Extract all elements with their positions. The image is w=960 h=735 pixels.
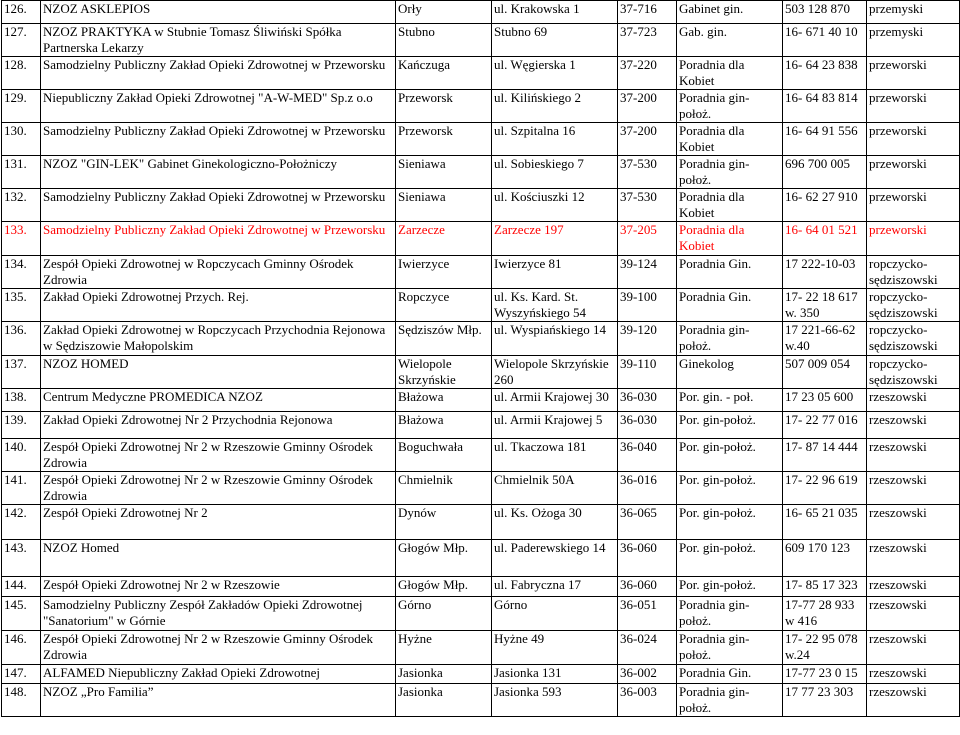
cell-clinic-type: Ginekolog [677,356,783,389]
cell-town: Iwierzyce [396,256,492,289]
cell-phone: 17 222-10-03 [783,256,867,289]
table-row [2,684,960,717]
cell-address: ul. Wyspiańskiego 14 [492,322,618,356]
cell-phone: 17- 22 95 078 w.24 [783,631,867,665]
table-row [2,389,960,412]
cell-clinic-type: Por. gin-położ. [677,540,783,577]
cell-row-number: 141. [2,472,41,505]
cell-facility-name: Samodzielny Publiczny Zespół Zakładów Opieki Zdrowotnej "Sanatorium" w Górnie [41,597,396,631]
cell-county: ropczycko- sędziszowski [867,322,960,356]
cell-county: rzeszowski [867,439,960,472]
clinics-table [1,0,960,717]
cell-town: Orły [396,1,492,24]
cell-phone: 17-77 28 933 w 416 [783,597,867,631]
cell-clinic-type: Por. gin-położ. [677,412,783,439]
cell-row-number: 147. [2,665,41,684]
cell-clinic-type: Poradnia gin- położ. [677,322,783,356]
cell-row-number: 135. [2,289,41,322]
cell-facility-name: Samodzielny Publiczny Zakład Opieki Zdrowotnej w Przeworsku [41,123,396,156]
cell-address: Jasionka 593 [492,684,618,717]
cell-town: Jasionka [396,684,492,717]
cell-phone: 507 009 054 [783,356,867,389]
cell-postal-code: 39-120 [618,322,677,356]
cell-phone: 17- 85 17 323 [783,577,867,597]
cell-county: rzeszowski [867,684,960,717]
cell-phone: 17- 22 18 617 w. 350 [783,289,867,322]
cell-row-number: 143. [2,540,41,577]
cell-facility-name: Centrum Medyczne PROMEDICA NZOZ [41,389,396,412]
cell-county: rzeszowski [867,412,960,439]
cell-row-number: 142. [2,505,41,540]
cell-postal-code: 37-716 [618,1,677,24]
cell-postal-code: 37-200 [618,90,677,123]
table-row [2,412,960,439]
clinics-table-body [2,1,960,717]
cell-clinic-type: Poradnia Gin. [677,665,783,684]
table-row [2,90,960,123]
table-row [2,256,960,289]
cell-address: ul. Ks. Kard. St. Wyszyńskiego 54 [492,289,618,322]
cell-facility-name: Niepubliczny Zakład Opieki Zdrowotnej "A-W-MED" Sp.z o.o [41,90,396,123]
table-row [2,631,960,665]
cell-phone: 17- 22 96 619 [783,472,867,505]
cell-town: Zarzecze [396,222,492,256]
cell-address: ul. Kościuszki 12 [492,189,618,222]
cell-town: Stubno [396,24,492,57]
cell-phone: 16- 64 01 521 [783,222,867,256]
cell-row-number: 136. [2,322,41,356]
cell-address: ul. Sobieskiego 7 [492,156,618,189]
cell-row-number: 126. [2,1,41,24]
cell-phone: 503 128 870 [783,1,867,24]
cell-phone: 17- 87 14 444 [783,439,867,472]
cell-clinic-type: Por. gin-położ. [677,577,783,597]
cell-row-number: 133. [2,222,41,256]
cell-address: ul. Paderewskiego 14 [492,540,618,577]
cell-town: Przeworsk [396,90,492,123]
table-row [2,189,960,222]
cell-town: Kańczuga [396,57,492,90]
cell-postal-code: 36-016 [618,472,677,505]
cell-clinic-type: Por. gin-położ. [677,505,783,540]
cell-county: rzeszowski [867,472,960,505]
cell-facility-name: Zespół Opieki Zdrowotnej Nr 2 w Rzeszowie Gminny Ośrodek Zdrowia [41,439,396,472]
cell-postal-code: 39-100 [618,289,677,322]
cell-clinic-type: Poradnia dla Kobiet [677,189,783,222]
cell-town: Boguchwała [396,439,492,472]
cell-county: ropczycko- sędziszowski [867,256,960,289]
cell-row-number: 134. [2,256,41,289]
cell-address: Hyżne 49 [492,631,618,665]
table-row [2,505,960,540]
cell-row-number: 138. [2,389,41,412]
cell-county: przeworski [867,156,960,189]
cell-row-number: 127. [2,24,41,57]
cell-clinic-type: Poradnia gin- położ. [677,597,783,631]
cell-town: Błażowa [396,389,492,412]
cell-address: ul. Krakowska 1 [492,1,618,24]
cell-address: Stubno 69 [492,24,618,57]
cell-postal-code: 37-530 [618,156,677,189]
cell-facility-name: Zakład Opieki Zdrowotnej w Ropczycach Przychodnia Rejonowa w Sędziszowie Małopolskim [41,322,396,356]
cell-phone: 696 700 005 [783,156,867,189]
cell-postal-code: 36-030 [618,389,677,412]
cell-town: Przeworsk [396,123,492,156]
cell-address: ul. Armii Krajowej 30 [492,389,618,412]
cell-town: Sędziszów Młp. [396,322,492,356]
cell-postal-code: 36-060 [618,540,677,577]
cell-town: Dynów [396,505,492,540]
cell-phone: 17 23 05 600 [783,389,867,412]
cell-postal-code: 36-002 [618,665,677,684]
cell-facility-name: Samodzielny Publiczny Zakład Opieki Zdrowotnej w Przeworsku [41,57,396,90]
cell-address: ul. Armii Krajowej 5 [492,412,618,439]
cell-postal-code: 39-124 [618,256,677,289]
cell-row-number: 140. [2,439,41,472]
cell-clinic-type: Por. gin-położ. [677,439,783,472]
cell-postal-code: 36-030 [618,412,677,439]
cell-row-number: 146. [2,631,41,665]
cell-town: Jasionka [396,665,492,684]
cell-clinic-type: Poradnia dla Kobiet [677,57,783,90]
cell-facility-name: Samodzielny Publiczny Zakład Opieki Zdrowotnej w Przeworsku [41,222,396,256]
cell-facility-name: NZOZ "GIN-LEK" Gabinet Ginekologiczno-Położniczy [41,156,396,189]
cell-address: Jasionka 131 [492,665,618,684]
cell-phone: 17- 22 77 016 [783,412,867,439]
cell-facility-name: NZOZ Homed [41,540,396,577]
cell-town: Chmielnik [396,472,492,505]
cell-phone: 16- 62 27 910 [783,189,867,222]
cell-phone: 17 77 23 303 [783,684,867,717]
cell-county: przeworski [867,57,960,90]
cell-row-number: 130. [2,123,41,156]
table-row [2,597,960,631]
cell-facility-name: NZOZ ASKLEPIOS [41,1,396,24]
cell-address: Iwierzyce 81 [492,256,618,289]
cell-clinic-type: Por. gin. - poł. [677,389,783,412]
cell-postal-code: 39-110 [618,356,677,389]
cell-facility-name: Zespół Opieki Zdrowotnej Nr 2 [41,505,396,540]
cell-facility-name: Zakład Opieki Zdrowotnej Nr 2 Przychodnia Rejonowa [41,412,396,439]
cell-phone: 16- 64 83 814 [783,90,867,123]
cell-postal-code: 37-530 [618,189,677,222]
cell-county: rzeszowski [867,540,960,577]
cell-postal-code: 36-060 [618,577,677,597]
table-row [2,57,960,90]
cell-clinic-type: Poradnia gin- położ. [677,684,783,717]
table-row [2,356,960,389]
cell-facility-name: NZOZ „Pro Familia” [41,684,396,717]
cell-county: przemyski [867,1,960,24]
cell-county: rzeszowski [867,577,960,597]
table-row [2,222,960,256]
cell-county: rzeszowski [867,505,960,540]
table-row [2,577,960,597]
cell-county: przeworski [867,123,960,156]
cell-row-number: 137. [2,356,41,389]
cell-county: rzeszowski [867,597,960,631]
cell-county: ropczycko- sędziszowski [867,356,960,389]
cell-phone: 17 221-66-62 w.40 [783,322,867,356]
cell-town: Hyżne [396,631,492,665]
cell-row-number: 129. [2,90,41,123]
cell-clinic-type: Por. gin-położ. [677,472,783,505]
cell-address: ul. Kilińskiego 2 [492,90,618,123]
cell-clinic-type: Poradnia gin- położ. [677,156,783,189]
cell-phone: 16- 64 23 838 [783,57,867,90]
cell-phone: 16- 64 91 556 [783,123,867,156]
cell-row-number: 128. [2,57,41,90]
cell-facility-name: Samodzielny Publiczny Zakład Opieki Zdrowotnej w Przeworsku [41,189,396,222]
cell-row-number: 131. [2,156,41,189]
cell-address: Chmielnik 50A [492,472,618,505]
cell-facility-name: NZOZ HOMED [41,356,396,389]
cell-clinic-type: Gabinet gin. [677,1,783,24]
cell-row-number: 132. [2,189,41,222]
cell-clinic-type: Poradnia dla Kobiet [677,222,783,256]
cell-address: ul. Węgierska 1 [492,57,618,90]
cell-clinic-type: Poradnia gin- położ. [677,631,783,665]
table-row [2,156,960,189]
cell-address: Zarzecze 197 [492,222,618,256]
cell-county: przeworski [867,189,960,222]
cell-address: ul. Szpitalna 16 [492,123,618,156]
cell-facility-name: Zespół Opieki Zdrowotnej w Ropczycach Gminny Ośrodek Zdrowia [41,256,396,289]
cell-row-number: 145. [2,597,41,631]
cell-facility-name: Zespół Opieki Zdrowotnej Nr 2 w Rzeszowie [41,577,396,597]
cell-facility-name: ALFAMED Niepubliczny Zakład Opieki Zdrowotnej [41,665,396,684]
cell-county: rzeszowski [867,665,960,684]
cell-address: Wielopole Skrzyńskie 260 [492,356,618,389]
cell-town: Głogów Młp. [396,577,492,597]
cell-address: ul. Ks. Ożoga 30 [492,505,618,540]
cell-clinic-type: Poradnia Gin. [677,256,783,289]
cell-clinic-type: Poradnia dla Kobiet [677,123,783,156]
cell-address: ul. Fabryczna 17 [492,577,618,597]
table-row [2,322,960,356]
cell-facility-name: NZOZ PRAKTYKA w Stubnie Tomasz Śliwiński Spółka Partnerska Lekarzy [41,24,396,57]
table-row [2,24,960,57]
cell-county: rzeszowski [867,389,960,412]
cell-clinic-type: Poradnia Gin. [677,289,783,322]
cell-phone: 609 170 123 [783,540,867,577]
cell-county: przeworski [867,90,960,123]
cell-county: przemyski [867,24,960,57]
cell-address: Górno [492,597,618,631]
cell-town: Górno [396,597,492,631]
cell-postal-code: 36-065 [618,505,677,540]
cell-facility-name: Zespół Opieki Zdrowotnej Nr 2 w Rzeszowie Gminny Ośrodek Zdrowia [41,631,396,665]
cell-clinic-type: Poradnia gin- położ. [677,90,783,123]
cell-town: Ropczyce [396,289,492,322]
cell-county: ropczycko- sędziszowski [867,289,960,322]
cell-address: ul. Tkaczowa 181 [492,439,618,472]
cell-county: przeworski [867,222,960,256]
cell-phone: 16- 65 21 035 [783,505,867,540]
cell-town: Błażowa [396,412,492,439]
cell-postal-code: 37-723 [618,24,677,57]
cell-county: rzeszowski [867,631,960,665]
cell-town: Wielopole Skrzyńskie [396,356,492,389]
table-row [2,665,960,684]
cell-facility-name: Zespół Opieki Zdrowotnej Nr 2 w Rzeszowie Gminny Ośrodek Zdrowia [41,472,396,505]
cell-row-number: 144. [2,577,41,597]
cell-postal-code: 36-024 [618,631,677,665]
cell-facility-name: Zakład Opieki Zdrowotnej Przych. Rej. [41,289,396,322]
cell-postal-code: 37-205 [618,222,677,256]
cell-row-number: 139. [2,412,41,439]
cell-row-number: 148. [2,684,41,717]
table-row [2,1,960,24]
table-row [2,289,960,322]
cell-phone: 16- 671 40 10 [783,24,867,57]
cell-postal-code: 37-220 [618,57,677,90]
table-row [2,123,960,156]
cell-postal-code: 36-003 [618,684,677,717]
cell-postal-code: 37-200 [618,123,677,156]
table-row [2,472,960,505]
cell-town: Sieniawa [396,189,492,222]
table-row [2,439,960,472]
cell-postal-code: 36-051 [618,597,677,631]
cell-postal-code: 36-040 [618,439,677,472]
cell-clinic-type: Gab. gin. [677,24,783,57]
cell-town: Sieniawa [396,156,492,189]
cell-town: Głogów Młp. [396,540,492,577]
table-row [2,540,960,577]
cell-phone: 17-77 23 0 15 [783,665,867,684]
